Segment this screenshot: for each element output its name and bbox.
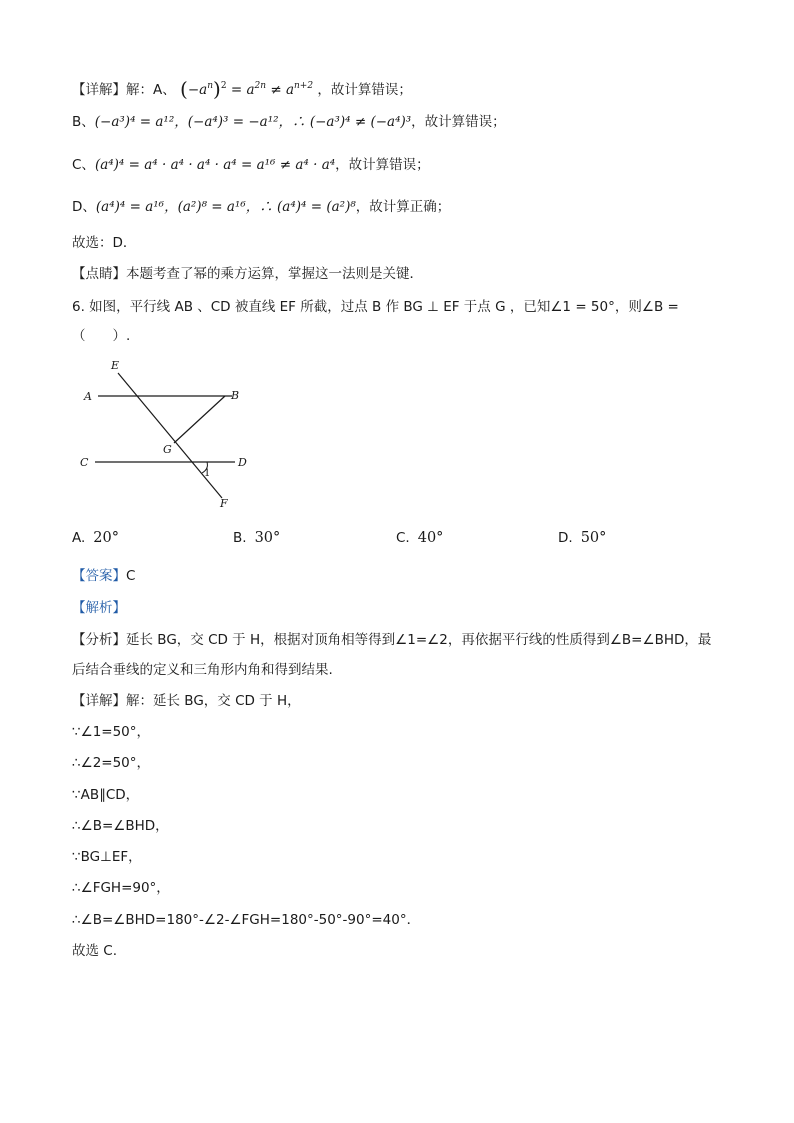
answer-tag: 【答案】 — [72, 568, 126, 584]
solution-a-expression: $(-a^n)^2 = a^{2n} \ne a^{n+2}$ — [180, 77, 314, 101]
detail-step-6: ∴∠FGH=90°， — [72, 880, 170, 896]
detail-step-7: ∴∠B=∠BHD=180°-∠2-∠FGH=180°-50°-90°=40°． — [72, 912, 421, 928]
solution-a-lead: 解：A、 — [126, 82, 176, 98]
question-number: 6. — [72, 299, 90, 315]
solution-a-line — [72, 76, 412, 100]
detail-tag: 【详解】 — [72, 82, 126, 98]
solution-c-line — [72, 155, 430, 175]
solution-b-verdict: ，故计算错误； — [411, 114, 506, 130]
comment-text: 本题考查了幂的乘方运算，掌握这一法则是关键． — [126, 266, 423, 282]
label-f: F — [220, 497, 228, 510]
question-text: 如图，平行线 AB 、CD 被直线 EF 所截，过点 B 作 BG ⊥ EF 于点 G ，已知∠1 = 50°，则∠B = — [89, 299, 679, 315]
detail-line-1 — [72, 691, 301, 711]
detail-step-8: 故选 C. — [72, 943, 118, 959]
geometry-figure — [70, 355, 260, 515]
analysis-line-2: 后结合垂线的定义和三角形内角和得到结果. — [72, 662, 333, 678]
line-ef — [118, 373, 222, 498]
question-line-2: （ ）. — [72, 328, 131, 344]
previous-comment — [72, 264, 423, 284]
label-1: 1 — [204, 468, 211, 479]
detail-step-5: ∵BG⊥EF， — [72, 849, 142, 865]
answer-line — [72, 566, 135, 586]
choice-d[interactable]: D. 50° — [558, 530, 607, 546]
label-b: B — [231, 389, 240, 402]
answer-value: C — [126, 568, 136, 584]
previous-choice: 故选：D． — [72, 235, 137, 251]
solution-c-lead: C、 — [72, 157, 95, 173]
label-g: G — [163, 443, 172, 456]
solution-d-verdict: ，故计算正确； — [355, 199, 451, 215]
analysis-tag-inner: 【分析】 — [72, 632, 126, 648]
label-d: D — [238, 456, 247, 469]
solution-b-line — [72, 112, 506, 132]
label-a: A — [84, 390, 92, 403]
solution-d-lead: D、 — [72, 199, 96, 215]
detail-step-2: ∴∠2=50°， — [72, 755, 151, 771]
choice-a[interactable]: A. 20° — [72, 530, 119, 546]
segment-bg — [174, 396, 225, 443]
solution-d-expression: (a⁴)⁴ = a¹⁶，(a²)⁸ = a¹⁶，∴ (a⁴)⁴ = (a²)⁸ — [95, 199, 356, 215]
detail-step-3: ∵AB∥CD， — [72, 787, 140, 803]
question-line-1 — [72, 297, 679, 317]
detail-step-1: ∵∠1=50°， — [72, 724, 151, 740]
detail-step-0: 解：延长 BG，交 CD 于 H， — [126, 693, 301, 709]
solution-d-line — [72, 197, 450, 217]
solution-b-lead: B、 — [72, 114, 95, 130]
solution-b-expression: (−a³)⁴ = a¹²，(−a⁴)³ = −a¹²，∴ (−a³)⁴ ≠ (−a⁴)³ — [94, 114, 412, 130]
solution-a-verdict: ，故计算错误； — [317, 82, 412, 98]
label-c: C — [80, 456, 89, 469]
analysis-line-1 — [72, 630, 711, 650]
analysis-text-1: 延长 BG，交 CD 于 H，根据对顶角相等得到∠1=∠2，再依据平行线的性质得到∠B=∠BHD，最 — [126, 632, 712, 648]
detail-step-4: ∴∠B=∠BHD， — [72, 818, 169, 834]
label-e: E — [111, 359, 120, 372]
choice-b[interactable]: B. 30° — [233, 530, 281, 546]
solution-c-verdict: ，故计算错误； — [335, 157, 430, 173]
analysis-tag: 【解析】 — [72, 600, 126, 616]
choice-c[interactable]: C. 40° — [396, 530, 444, 546]
solution-c-expression: (a⁴)⁴ = a⁴ · a⁴ · a⁴ · a⁴ = a¹⁶ ≠ a⁴ · a⁴ — [94, 157, 336, 173]
detail-step-tag: 【详解】 — [72, 693, 126, 709]
comment-tag: 【点睛】 — [72, 266, 126, 282]
